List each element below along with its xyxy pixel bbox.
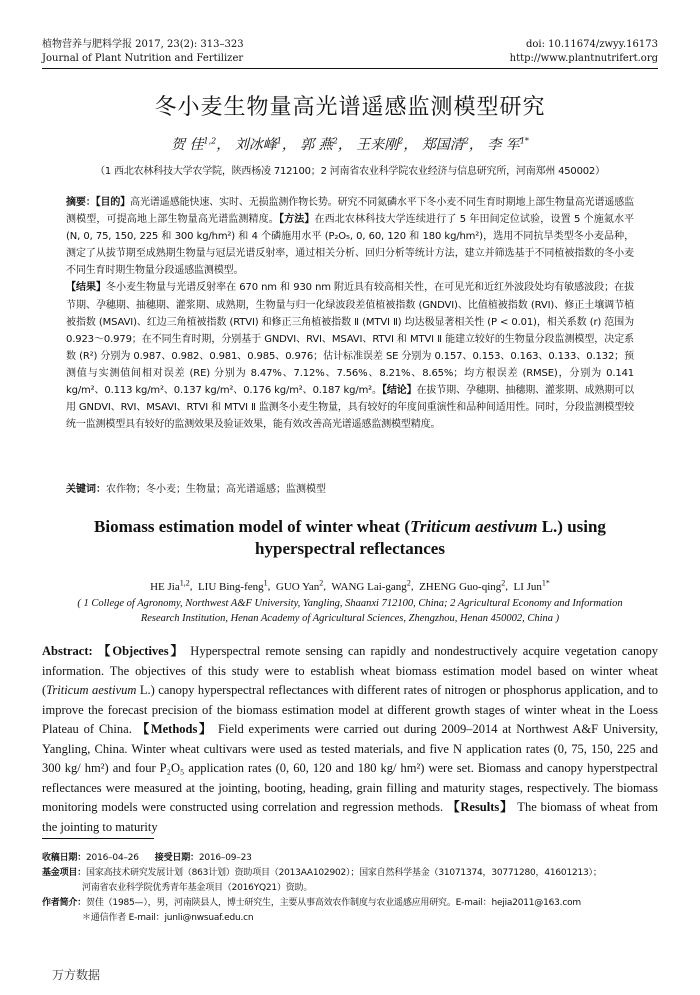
author-cn: 郑国清$^2$ xyxy=(421,136,469,153)
results-text-cn: 冬小麦生物量与光谱反射率在 670 nm 和 930 nm 附近具有较高相关性，在可见光和近红外波段处均有敏感波段；在拔节期、孕穗期、抽穗期、灌浆期、成熟期，生物量与归一化绿波段差值植被指数 (GNDVI)、比值植被指数 (RVI)、修正土壤调节植被指数 (MSAVI)、红边三角植被指数 (RTVI) 和修正三角植被指数 Ⅱ (MTVI Ⅱ) 均达极显著相关性 (P < 0.01)，相关系数 (r) 范围为 0.923～0.979；在不同生育时期，分别基于 GNDVI、RVI、MSAVI、RTVI 和 MTVI Ⅱ 能建立较好的生物量分段监测模型，决定系数 (R²) 分别为 0.987、0.982、0.981、0.985、0.976；估计标准误差 SE 分别为 0.157、0.153、0.163、0.133、0.132；预测值与实测值间相对误差 (RE) 分别为 8.47%、7.12%、7.56%、8.21%、8.65%；均方根误差 (RMSE)，分别为 0.141 kg/m²、0.113 kg/m²、0.137 kg/m²、0.176 kg/m²、0.187 kg/m²。 xyxy=(66,282,635,397)
journal-citation-cn: 植物营养与肥料学报 2017, 23(2): 313–323 xyxy=(42,39,244,50)
title-cn: 冬小麦生物量高光谱遥感监测模型研究 xyxy=(154,95,546,120)
methods-label-en: 【Methods】 xyxy=(136,722,214,736)
keywords-cn xyxy=(66,480,634,495)
author-cn: 王来刚$^2$ xyxy=(356,136,404,153)
footnote-rule xyxy=(42,838,154,839)
affiliation-cn: （1 西北农林科技大学农学院，陕西杨凌 712100；2 河南省农业科学院农业经济与信息研究所，河南郑州 450002） xyxy=(95,166,605,177)
footnote-fund-cont: 河南省农业科学院优秀青年基金项目（2016YQ21）资助。 xyxy=(82,883,313,893)
methods-text-en: Field experiments were carried out during 2009–2014 at Northwest A&F University, Yangling, China. Winter wheat cultivars were used as tested materials, and five N application rates (0, 75, 150, 225 and 300 kg/ hm²) and four P₂O₅ application rates (0, 60, 120 and 180 kg/ hm²) were set. Biomass and canopy hyperstpectral reflectances were measured at the jointing, booting, heading, grain filling and maturity stages, respectively. The biomass monitoring models were constructed using correlation and regression methods. xyxy=(42,722,658,814)
title-en: Biomass estimation model of winter wheat (Triticum aestivum L.) using hyperspectral reflectances xyxy=(94,517,606,558)
abstract-label-cn: 摘要： xyxy=(66,197,96,208)
author-en: HE Jia$^{1,2}$ xyxy=(150,578,190,593)
author-cn: 贺 佳$^{1,2}$ xyxy=(171,136,217,153)
watermark: 万方数据 xyxy=(52,968,101,982)
author-en: ZHENG Guo-qing$^2$ xyxy=(419,578,506,593)
author-cn: 郭 燕$^2$ xyxy=(300,136,338,153)
abstract-cn xyxy=(66,194,634,433)
footnote-author: 作者简介：贺佳（1985—），男，河南陕县人，博士研究生，主要从事高效农作制度与农业遥感应用研究。E-mail：hejia2011@163.com xyxy=(42,898,581,908)
author-en: GUO Yan$^2$ xyxy=(275,578,324,593)
journal-url[interactable]: http://www.plantnutrifert.org xyxy=(509,53,658,64)
objectives-label-en: 【Objectives】 xyxy=(97,644,186,658)
footnote-fund: 基金项目：国家高技术研究发展计划（863计划）资助项目（2013AA102902）；国家自然科学基金（31071374，30771280，41601213）； xyxy=(42,868,602,878)
abstract-label-en: Abstract: xyxy=(42,644,93,658)
results-label-en: 【Results】 xyxy=(447,800,514,814)
keywords-label-cn: 关键词： xyxy=(66,484,106,495)
author-cn: 李 军$^{1*}$ xyxy=(487,136,529,153)
authors-cn: 贺 佳$^{1,2}$， 刘冰峰$^1$， 郭 燕$^2$， 王来刚$^2$， 郑国清$^2$， 李 军$^{1*}$ xyxy=(171,136,529,153)
results-text-en: The biomass of wheat from the jointing to maturity xyxy=(42,800,658,834)
author-cn: 刘冰峰$^1$ xyxy=(234,136,282,153)
conclusions-text-cn: 在拔节期、孕穗期、抽穗期、灌浆期、成熟期可以用 GNDVI、RVI、MSAVI、RTVI 和 MTVI Ⅱ 监测冬小麦生物量，具有较好的年度间重演性和品种间适用性。同时，分段监测模型较统一监测模型具有较好的监测效果及验证效果，能有效改善高光谱遥感监测模型精度。 xyxy=(66,385,635,431)
author-en: LI Jun$^{1*}$ xyxy=(513,578,550,593)
header-rule xyxy=(42,68,658,69)
methods-text-cn: 在西北农林科技大学连续进行了 5 年田间定位试验，设置 5 个施氮水平 (N, 0, 75, 150, 225 和 300 kg/hm²) 和 4 个磷施用水平 (P₂O₅, 0, 60, 120 和 180 kg/hm²)，选用不同抗旱类型冬小麦品种，测定了从拔节期至成熟期生物量与冠层光谱反射率，通过相关分析、回归分析等统计方法，建立并筛选基于不同植被指数的冬小麦不同生育时期生物量分段遥感监测模型。 xyxy=(66,214,634,277)
author-en: WANG Lai-gang$^2$ xyxy=(331,578,411,593)
footnote-corresponding: ＊通信作者 E-mail：junli@nwsuaf.edu.cn xyxy=(82,913,254,923)
conclusions-label-cn: 【结论】 xyxy=(381,385,417,397)
doi: doi: 10.11674/zwyy.16173 xyxy=(525,39,658,50)
objectives-text-cn: 高光谱遥感能快速、实时、无损监测作物长势。研究不同氮磷水平下冬小麦不同生育时期地上部生物量高光谱遥感监测模型，可提高地上部生物量高光谱监测精度。 xyxy=(66,197,634,226)
results-label-cn: 【结果】 xyxy=(66,282,107,294)
footnotes xyxy=(42,851,658,926)
abstract-en: Abstract: 【Objectives】 Hyperspectral remote sensing can rapidly and nondestructively acquire vegetation canopy information. The objectives of this study were to establish wheat biomass estimation model based on winter wheat (Triticum aestivum L.) canopy hyperspectral reflectances with different rates of nitrogen or phosphorus application, and to improve the forecast precision of the biomass estimation model at different growth stages of winter wheat in the Loess Plateau of China. 【Methods】 Field experiments were carried out during 2009–2014 at Northwest A&F University, Yangling, China. Winter wheat cultivars were used as tested materials, and five N application rates (0, 75, 150, 225 and 300 kg/ hm²) and four P₂O₅ application rates (0, 60, 120 and 180 kg/ hm²) were set. Biomass and canopy hyperstpectral reflectances were measured at the jointing, booting, heading, grain filling and maturity stages, respectively. The biomass monitoring models were constructed using correlation and regression methods. 【Results】 The biomass of wheat from the jointing to maturity xyxy=(42,644,659,834)
journal-name-en: Journal of Plant Nutrition and Fertilizer xyxy=(42,53,244,64)
author-en: LIU Bing-feng$^1$ xyxy=(197,578,268,593)
footnote-dates: 收稿日期：2016–04–26 接受日期：2016–09–23 xyxy=(42,853,252,863)
methods-label-cn: 【方法】 xyxy=(278,214,315,226)
authors-en: HE Jia$^{1,2}$, LIU Bing-feng$^1$, GUO Yan$^2$, WANG Lai-gang$^2$, ZHENG Guo-qing$^2$, LI Jun$^{1*}$ xyxy=(150,578,550,593)
keywords-text-cn: 农作物；冬小麦；生物量；高光谱遥感；监测模型 xyxy=(106,484,326,495)
affiliation-en: ( 1 College of Agronomy, Northwest A&F University, Yangling, Shaanxi 712100, China; 2 Agricultural Economy and Information Research Institution, Henan Academy of Agricultural Sciences, Zhengzhou, Henan 450002, China ) xyxy=(77,598,623,624)
objectives-label-cn: 【目的】 xyxy=(95,197,131,208)
